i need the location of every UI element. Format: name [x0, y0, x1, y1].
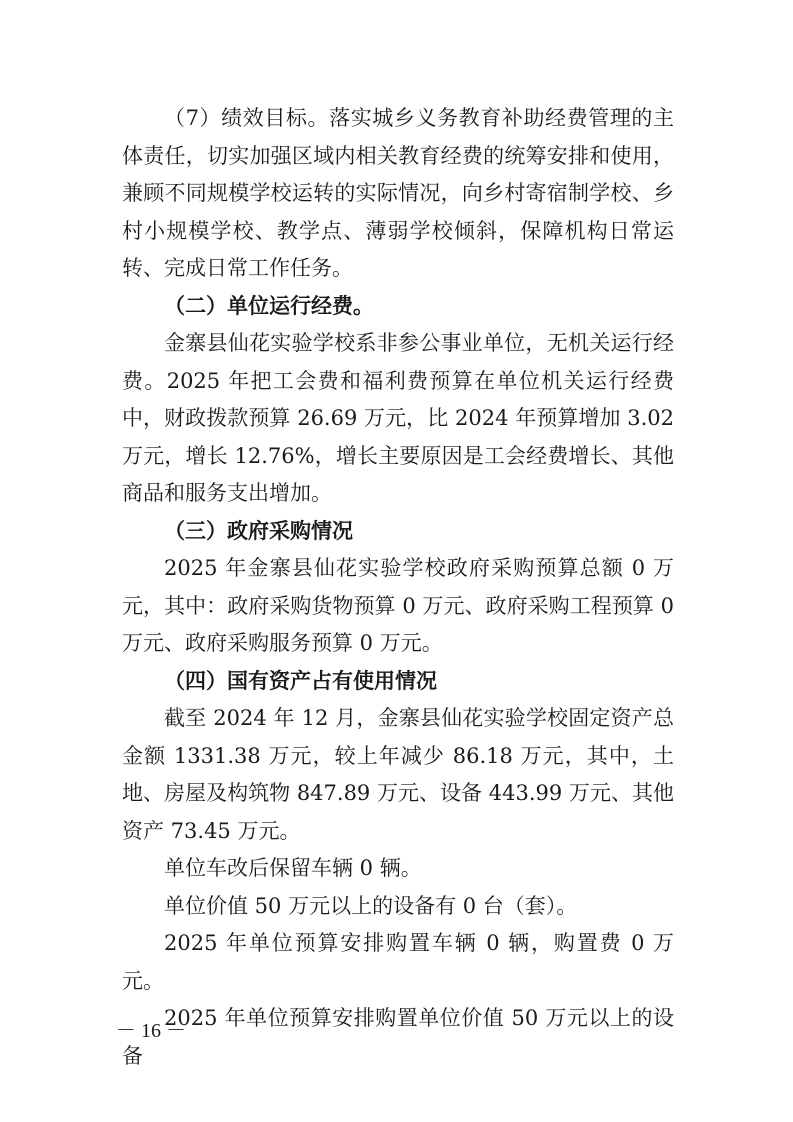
section-heading: （二）单位运行经费。 — [164, 293, 374, 318]
paragraph: 单位价值 50 万元以上的设备有 0 台（套）。 — [164, 893, 578, 918]
page-number: － 16 － — [116, 1020, 186, 1042]
section-heading: （三）政府采购情况 — [164, 518, 353, 543]
paragraph: 2025 年单位预算安排购置单位价值 50 万元以上的设备 — [122, 1006, 674, 1068]
paragraph: 单位车改后保留车辆 0 辆。 — [164, 856, 422, 880]
document-body — [122, 100, 674, 1075]
paragraph: 2025 年单位预算安排购置车辆 0 辆，购置费 0 万元。 — [122, 931, 674, 993]
paragraph: 金寨县仙花实验学校系非参公事业单位，无机关运行经费。2025 年把工会费和福利费预算在单位机关运行经费中，财政拨款预算 26.69 万元，比 2024 年预算增加 3.02 万元，增长 12.76%，增长主要原因是工会经费增长、其他商品和服务支出增加。 — [122, 331, 674, 505]
paragraph: （7）绩效目标。落实城乡义务教育补助经费管理的主体责任，切实加强区域内相关教育经费的统筹安排和使用，兼顾不同规模学校运转的实际情况，向乡村寄宿制学校、乡村小规模学校、教学点、薄弱学校倾斜，保障机构日常运转、完成日常工作任务。 — [122, 106, 674, 280]
paragraph: 2025 年金寨县仙花实验学校政府采购预算总额 0 万元，其中：政府采购货物预算 0 万元、政府采购工程预算 0 万元、政府采购服务预算 0 万元。 — [122, 556, 674, 655]
section-heading: （四）国有资产占有使用情况 — [164, 668, 437, 693]
paragraph: 截至 2024 年 12 月，金寨县仙花实验学校固定资产总金额 1331.38 万元，较上年减少 86.18 万元，其中，土地、房屋及构筑物 847.89 万元、设备 443.99 万元、其他资产 73.45 万元。 — [122, 706, 674, 843]
